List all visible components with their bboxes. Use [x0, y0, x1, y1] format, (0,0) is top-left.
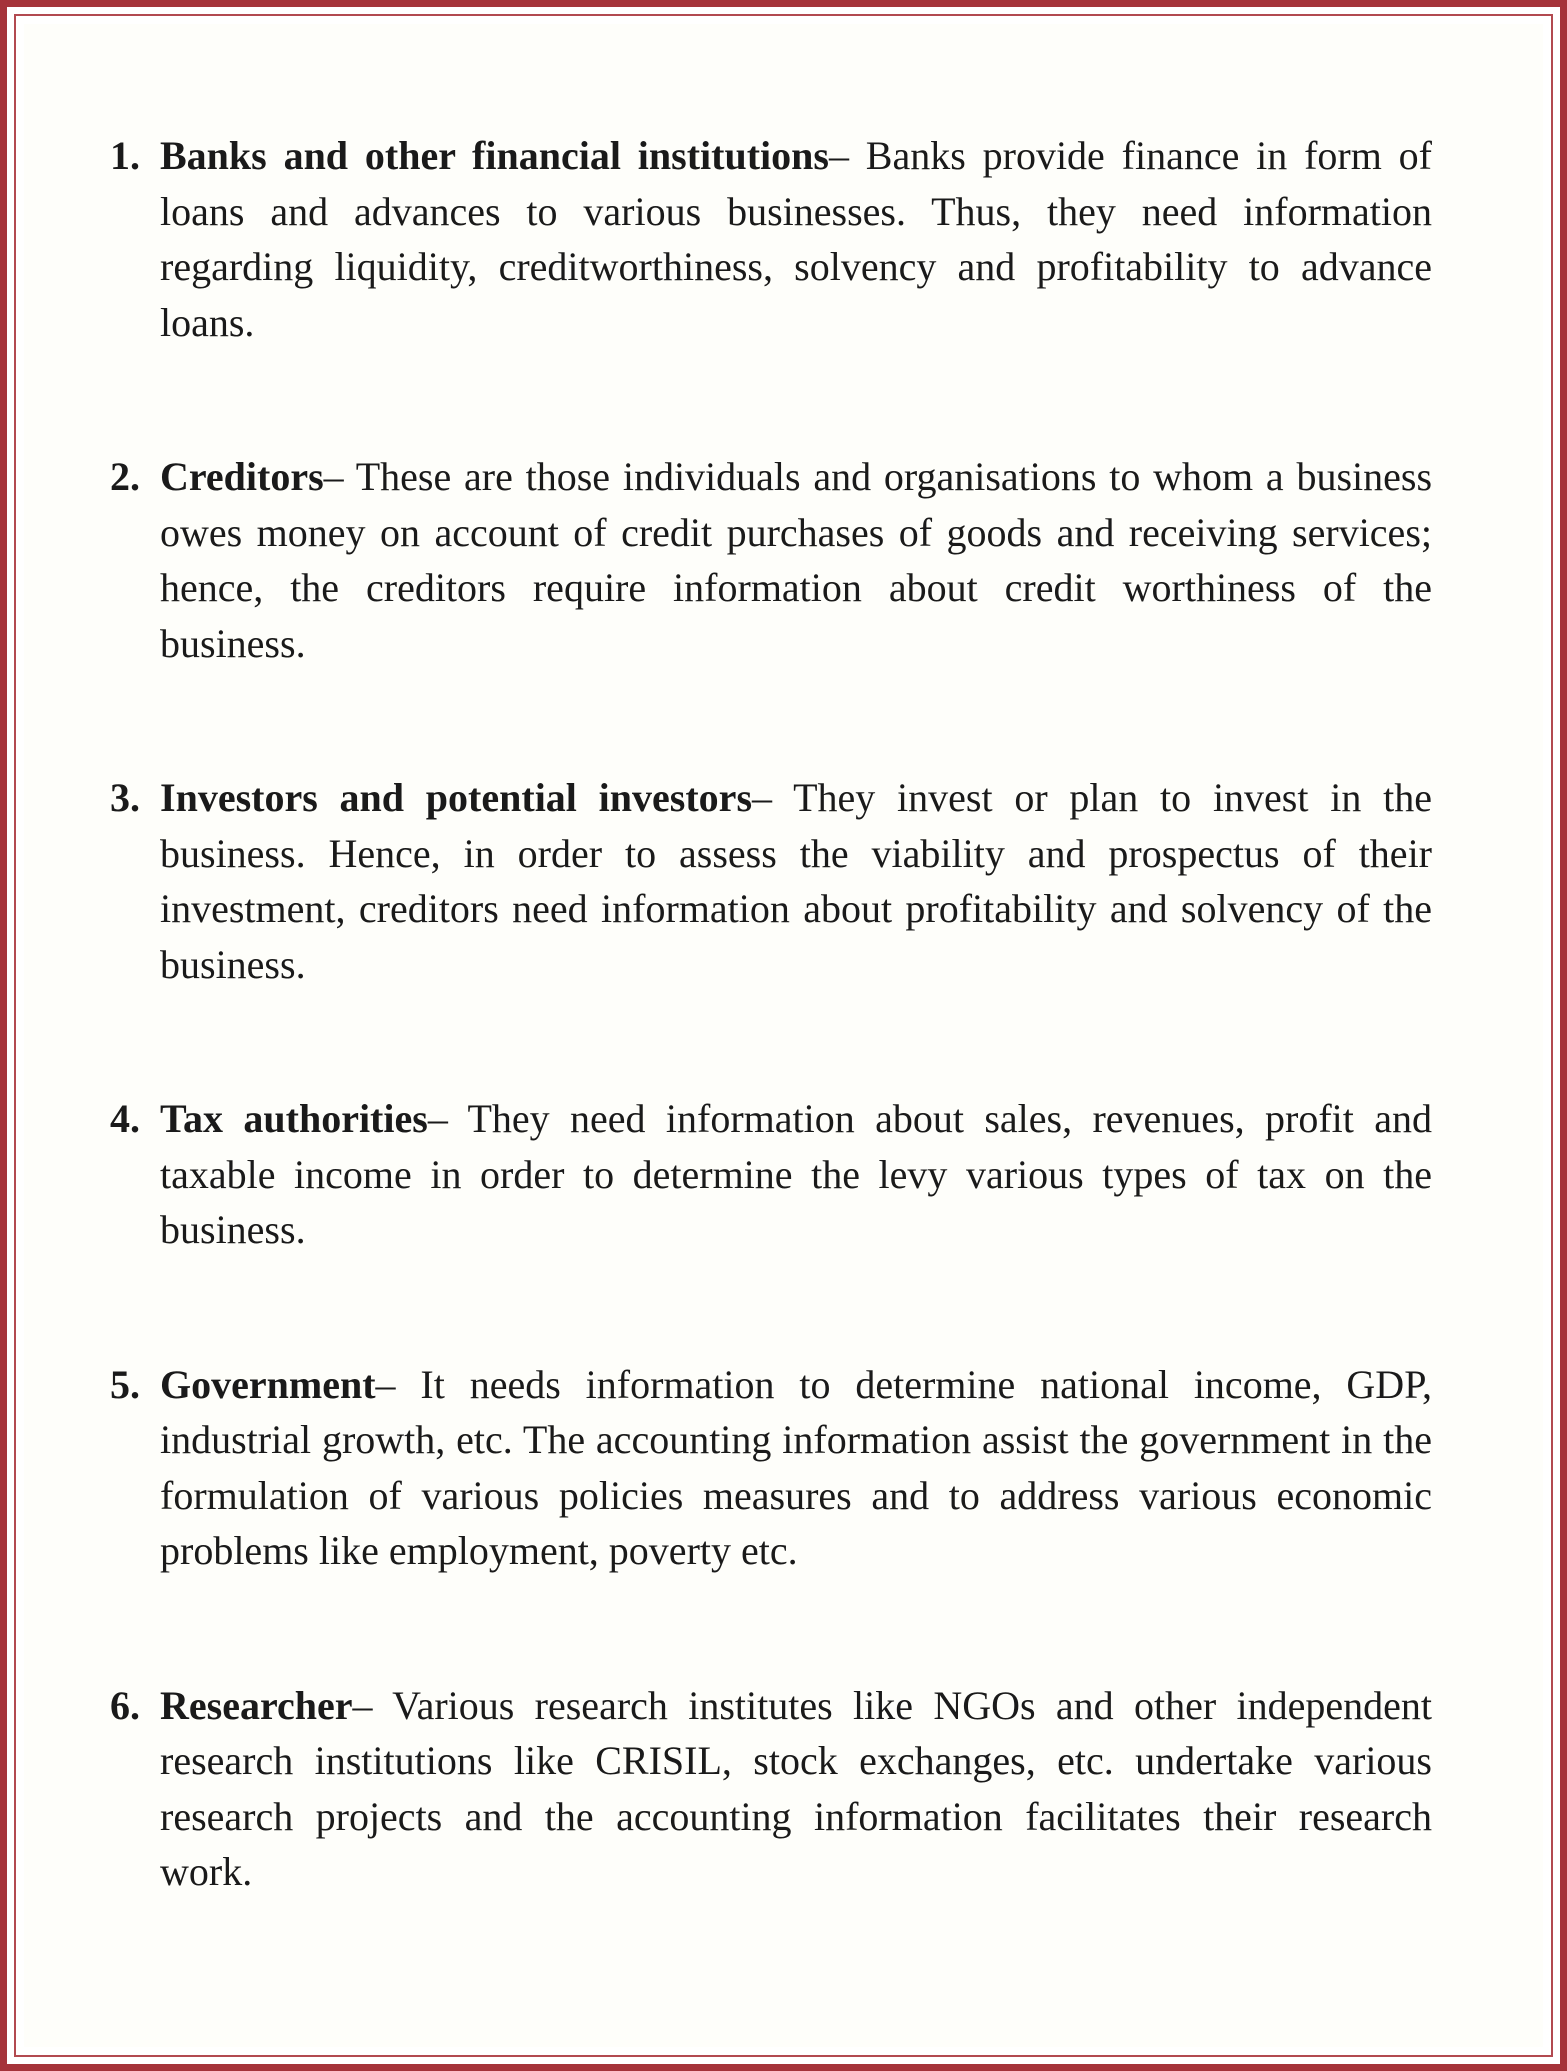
item-separator: –	[323, 454, 356, 499]
item-number: 1.	[110, 133, 140, 178]
users-of-accounting-list	[110, 128, 1432, 1900]
item-term: Government	[160, 1361, 376, 1407]
list-item-banks	[110, 128, 1432, 350]
list-item-investors	[110, 770, 1432, 992]
list-item-tax-authorities	[110, 1091, 1432, 1258]
item-number: 3.	[110, 775, 140, 820]
item-separator: –	[352, 1682, 393, 1728]
item-description: Various research institutes like NGOs and other independent research institutions like CRISIL, stock exchanges, etc. undertake various research projects and the accounting information facilitates their research work.	[160, 1682, 1432, 1894]
item-description: They invest or plan to invest in the business. Hence, in order to assess the viability and prospectus of their investment, creditors need information about profitability and solvency of the business.	[160, 775, 1433, 987]
list-item-creditors	[110, 449, 1432, 671]
item-description: These are those individuals and organisations to whom a business owes money on account of credit purchases of goods and receiving services; hence, the creditors require information about credit worthiness of the business.	[160, 454, 1433, 666]
item-description: It needs information to determine national income, GDP, industrial growth, etc. The accounting information assist the government in the formulation of various policies measures and to address various economic problems like employment, poverty etc.	[160, 1361, 1433, 1573]
item-term: Banks and other financial institutions	[160, 133, 829, 178]
item-number: 4.	[110, 1096, 140, 1141]
item-term: Creditors	[160, 454, 324, 499]
item-separator: –	[375, 1361, 421, 1407]
item-separator: –	[752, 775, 794, 820]
item-term: Investors and potential investors	[160, 775, 753, 820]
list-item-government	[110, 1357, 1432, 1579]
item-term: Tax authorities	[160, 1096, 428, 1141]
item-separator: –	[828, 133, 866, 178]
item-number: 5.	[110, 1361, 140, 1407]
list-item-researcher	[110, 1678, 1432, 1900]
item-number: 6.	[110, 1682, 140, 1728]
item-term: Researcher	[160, 1682, 353, 1728]
item-description: Banks provide finance in form of loans and advances to various businesses. Thus, they need information regarding liquidity, creditworthiness, solvency and profitability to advance loans.	[160, 133, 1432, 345]
item-number: 2.	[110, 454, 140, 499]
item-separator: –	[427, 1096, 468, 1141]
item-description: They need information about sales, revenues, profit and taxable income in order to determine the levy various types of tax on the business.	[160, 1096, 1432, 1252]
